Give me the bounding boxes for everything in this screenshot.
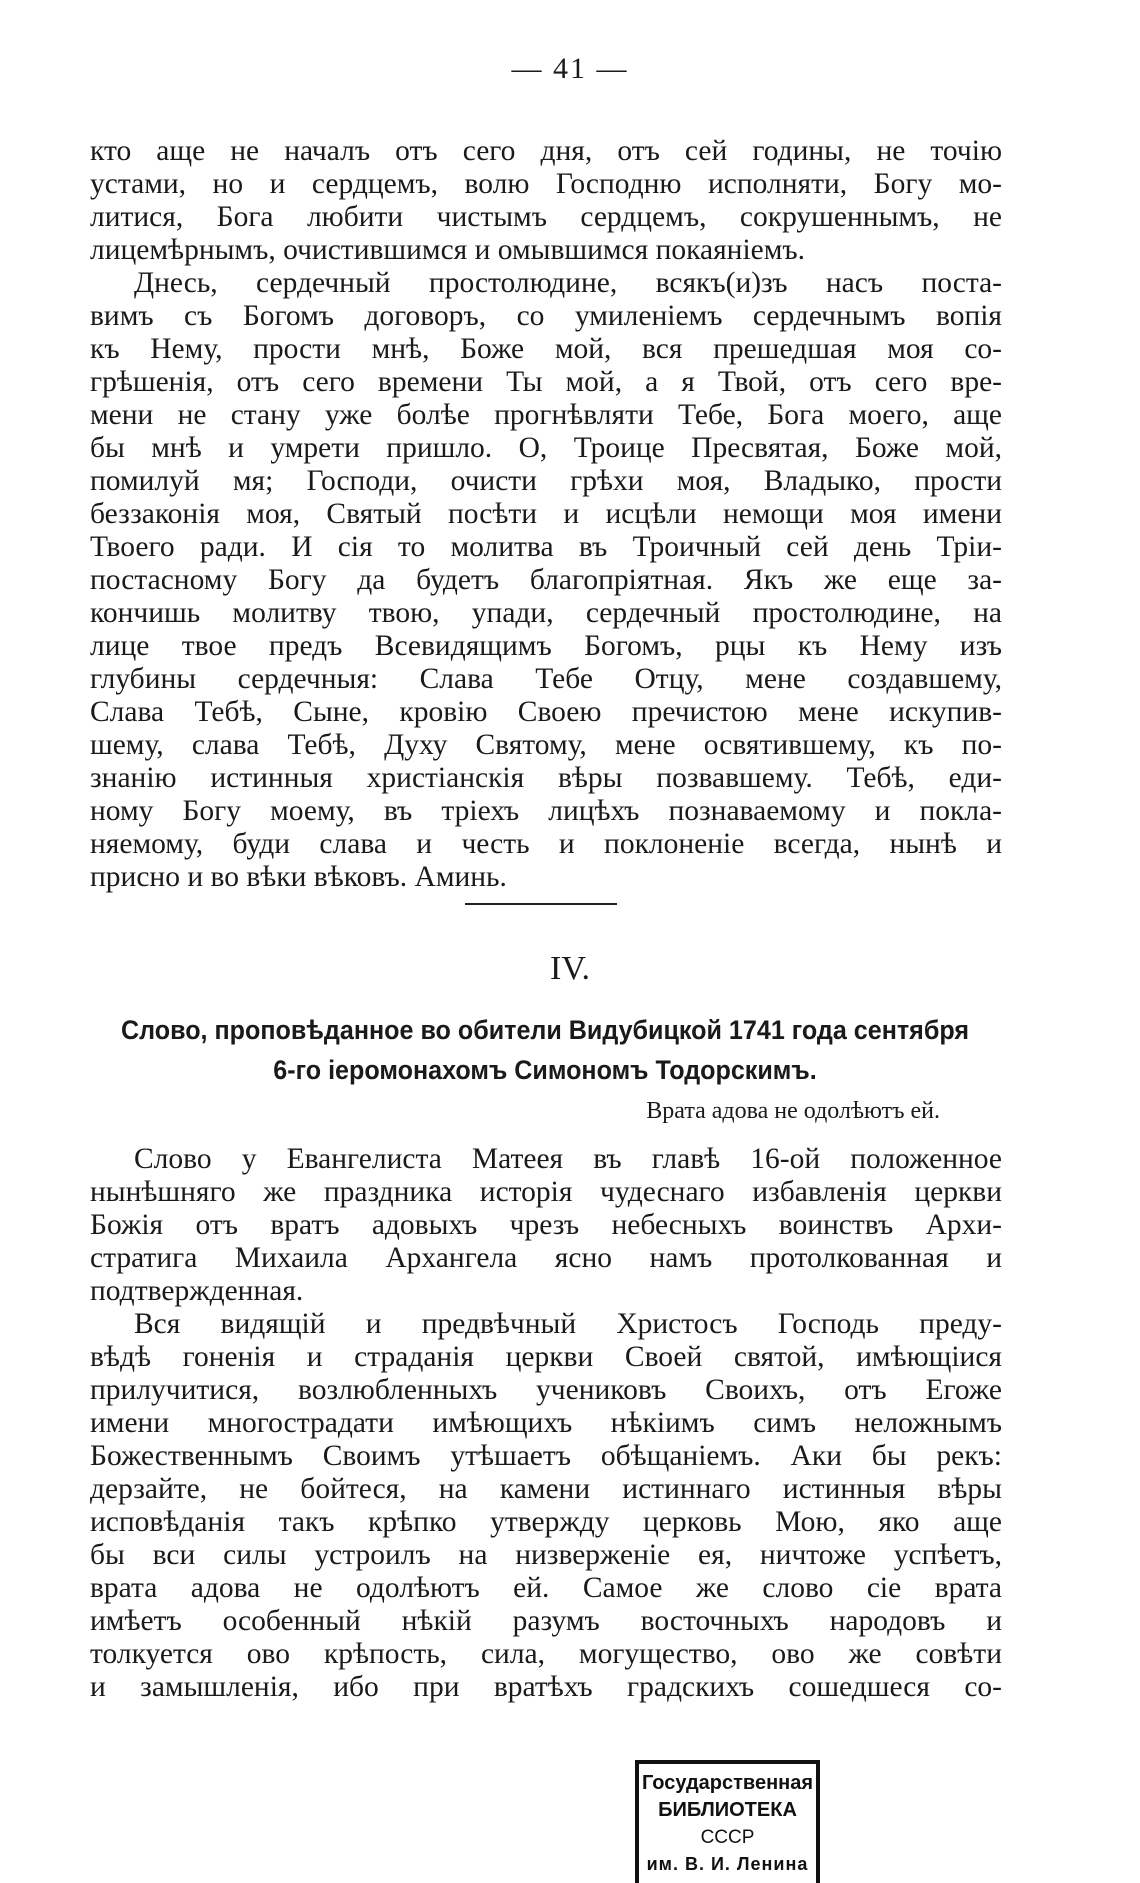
text-line: знанію истинныя христіанскія вѣры позвавшему. Тебѣ, еди- bbox=[90, 762, 1002, 794]
text-line: къ Нему, прости мнѣ, Боже мой, вся прешедшая моя со- bbox=[90, 333, 1002, 365]
section-number: IV. bbox=[550, 950, 590, 987]
text-line: Божія отъ вратъ адовыхъ чрезъ небесныхъ воинствъ Архи- bbox=[90, 1209, 1002, 1241]
text-line: дерзайте, не бойтеся, на камени истиннаго истинныя вѣры bbox=[90, 1473, 1002, 1505]
text-line: устами, но и сердцемъ, волю Господню исполняти, Богу мо- bbox=[90, 168, 1002, 200]
text-line: имѣетъ особенный нѣкій разумъ восточныхъ народовъ и bbox=[90, 1605, 1002, 1637]
text-line: глубины сердечныя: Слава Тебе Отцу, мене создавшему, bbox=[90, 663, 1002, 695]
sermon-title-line-1: Слово, проповѣданное во обители Видубицкой 1741 года сентября bbox=[121, 1015, 969, 1045]
text-line: Слава Тебѣ, Сыне, кровію Своею пречистою мене искупив- bbox=[90, 696, 1002, 728]
text-line: нынѣшняго же праздника исторія чудеснаго избавленія церкви bbox=[90, 1176, 1002, 1208]
text-line: Божественнымъ Своимъ утѣшаетъ обѣщаніемъ. Аки бы рекъ: bbox=[90, 1440, 1002, 1472]
text-line: вѣдѣ гоненія и страданія церкви Своей святой, имѣющіися bbox=[90, 1341, 1002, 1373]
text-line: толкуется ово крѣпость, сила, могущество, ово же совѣти bbox=[90, 1638, 1002, 1670]
text-line: ному Богу моему, въ тріехъ лицѣхъ познаваемому и покла- bbox=[90, 795, 1002, 827]
text-block-prayer bbox=[90, 135, 1002, 894]
text-line: и замышленія, ибо при вратѣхъ градскихъ сошедшеся со- bbox=[90, 1671, 1002, 1703]
stamp-line-2: БИБЛИОТЕКА bbox=[658, 1799, 797, 1821]
text-line: присно и во вѣки вѣковъ. Аминь. bbox=[90, 861, 507, 893]
sermon-title-line-2: 6-го іеромонахомъ Симономъ Тодорскимъ. bbox=[273, 1055, 817, 1085]
text-line: постасному Богу да будетъ благопріятная. Якъ же еще за- bbox=[90, 564, 1002, 596]
stamp-line-1: Государственная bbox=[641, 1772, 814, 1794]
text-line: лицемѣрнымъ, очистившимся и омывшимся покаяніемъ. bbox=[90, 234, 806, 266]
stamp-line-4: им. В. И. Ленина bbox=[646, 1854, 809, 1874]
text-line: Твоего ради. И сія то молитва въ Троичный сей день Тріи- bbox=[90, 531, 1002, 563]
text-line: прилучитися, возлюбленныхъ учениковъ Своихъ, отъ Егоже bbox=[90, 1374, 1002, 1406]
text-line: беззаконія моя, Святый посѣти и исцѣли немощи моя имени bbox=[90, 498, 1002, 530]
text-line: мени не стану уже болѣе прогнѣвляти Тебе, Бога моего, аще bbox=[90, 399, 1002, 431]
text-line: Вся видящій и предвѣчный Христосъ Господь преду- bbox=[134, 1308, 1002, 1340]
page-number: — 41 — bbox=[511, 52, 629, 85]
library-stamp bbox=[635, 1760, 820, 1883]
text-line: няемому, буди слава и честь и поклоненіе всегда, нынѣ и bbox=[90, 828, 1002, 860]
text-line: врата адова не одолѣютъ ей. Самое же слово сіе врата bbox=[90, 1572, 1002, 1604]
text-line: бы мнѣ и умрети пришло. О, Троице Пресвятая, Боже мой, bbox=[90, 432, 1002, 464]
stamp-line-3: СССР bbox=[700, 1827, 755, 1848]
text-line: грѣшенія, отъ сего времени Ты мой, а я Твой, отъ сего вре- bbox=[90, 366, 1002, 398]
text-line: Днесь, сердечный простолюдине, всякъ(и)зъ насъ поста- bbox=[134, 267, 1002, 299]
text-line: имени многострадати имѣющихъ нѣкіимъ симъ неложнымъ bbox=[90, 1407, 1002, 1439]
text-line: кто аще не началъ отъ сего дня, отъ сей годины, не точію bbox=[90, 135, 1002, 167]
text-line: исповѣданія такъ крѣпко утвержду церковь Мою, яко аще bbox=[90, 1506, 1002, 1538]
text-line: лице твое предъ Всевидящимъ Богомъ, рцы къ Нему изъ bbox=[90, 630, 1002, 662]
text-line: литися, Бога любити чистымъ сердцемъ, сокрушеннымъ, не bbox=[90, 201, 1002, 233]
epigraph: Врата адова не одолѣютъ ей. bbox=[646, 1098, 940, 1124]
text-line: шему, слава Тебѣ, Духу Святому, мене освятившему, къ по- bbox=[90, 729, 1002, 761]
text-block-sermon bbox=[90, 1143, 1002, 1704]
text-line: Слово у Евангелиста Матеея въ главѣ 16-ой положенное bbox=[134, 1143, 1002, 1175]
text-line: стратига Михаила Архангела ясно намъ протолкованная и bbox=[90, 1242, 1002, 1274]
text-line: бы вси силы устроилъ на низверженіе ея, ничтоже успѣетъ, bbox=[90, 1539, 1002, 1571]
section-divider bbox=[465, 903, 617, 905]
text-line: вимъ съ Богомъ договоръ, со умиленіемъ сердечнымъ вопія bbox=[90, 300, 1002, 332]
text-line: помилуй мя; Господи, очисти грѣхи моя, Владыко, прости bbox=[90, 465, 1002, 497]
text-line: кончишь молитву твою, упади, сердечный простолюдине, на bbox=[90, 597, 1002, 629]
text-line: подтвержденная. bbox=[90, 1275, 304, 1307]
